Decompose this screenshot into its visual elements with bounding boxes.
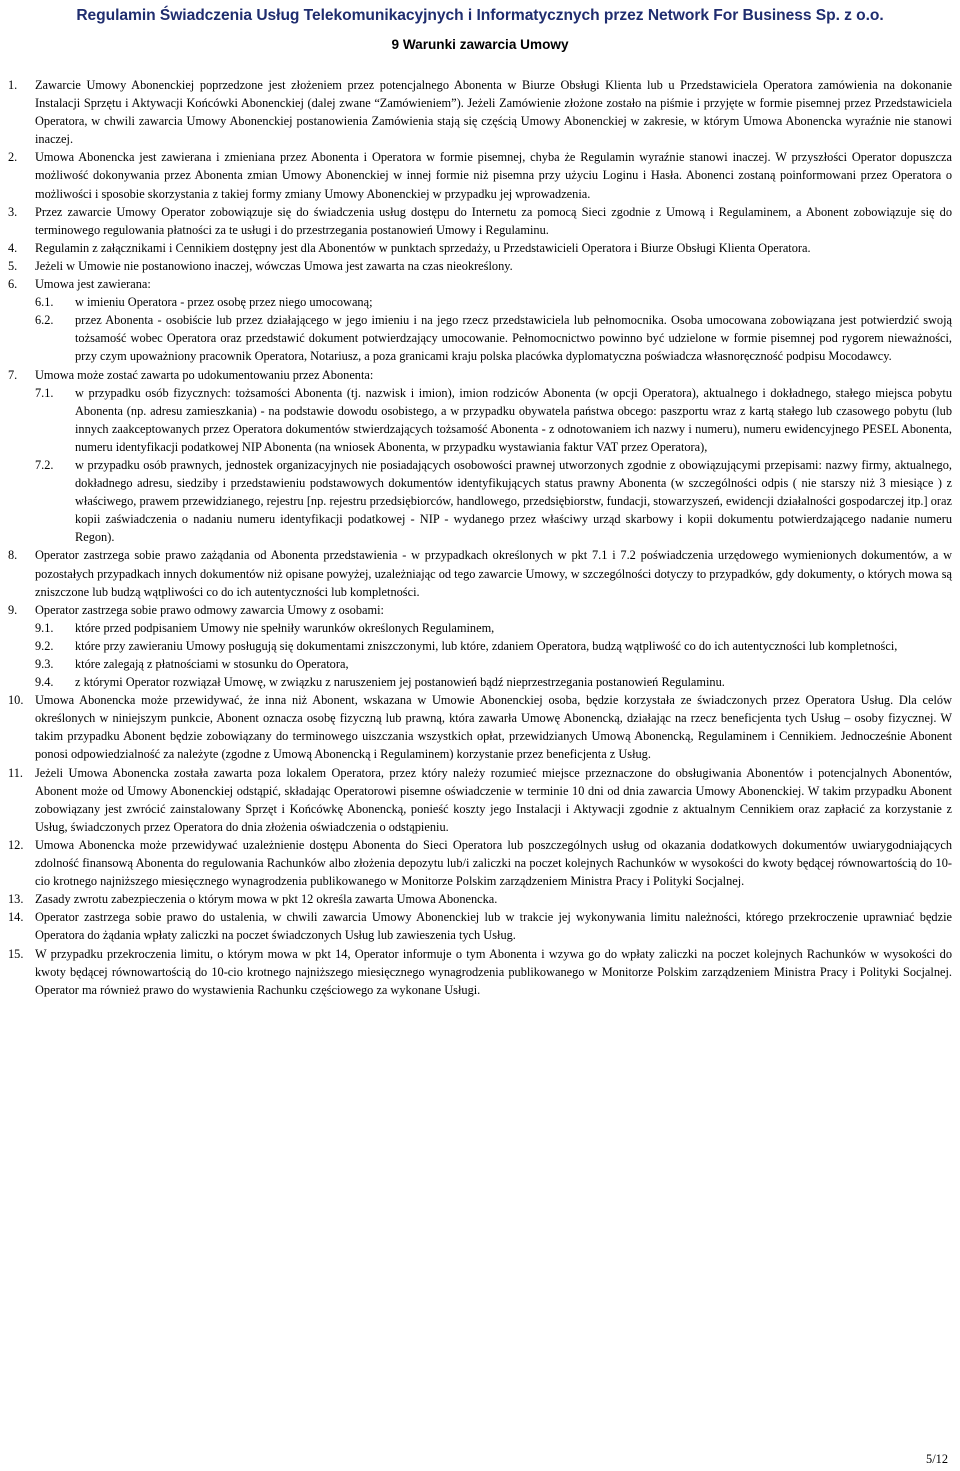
list-item [8,257,952,275]
item-number: 14. [8,910,24,925]
list-item [8,945,952,999]
sub-item [35,456,952,546]
item-body [35,239,952,257]
item-body [35,366,952,547]
item-text: Jeżeli Umowa Abonencka została zawarta poza lokalem Operatora, przez który należy rozumieć miejsce przeznaczone do obsługiwania Abonentów i potencjalnych Abonentów, Abonent może od Umowy Abonenckiej odstąpić, składając Operatorowi pisemne oświadczenie w terminie 10 dni od dnia zawarcia Umowy Abonenckiej. W takim przypadku Abonent zobowiązany jest zwrócić zainstalowany Sprzęt i Końcówkę Abonencką, ponieść koszty jego Instalacji i Aktywacji zgodnie z aktualnym Cennikiem oraz zapłacić za korzystanie z Usług, świadczonych przez Operatora do dnia złożenia oświadczenia o odstąpieniu. [35,765,952,834]
sub-item [35,293,952,311]
list-item [8,76,952,148]
sub-item [35,655,952,673]
item-text: Umowa jest zawierana: [35,277,151,292]
sub-item-number: 6.2. [35,313,54,328]
item-number: 9. [8,602,18,617]
sub-item-text: które zalegają z płatnościami w stosunku do Operatora, [75,657,349,671]
sub-item-number: 9.4. [35,675,54,690]
item-text: Umowa Abonencka może przewidywać uzależnienie dostępu Abonenta do Sieci Operatora lub poszczególnych usług od okazania dodatkowych dokumentów uwiarygodniających zdolność finansową Abonenta do regulowania Rachunków albo złożenia depozytu lub/i zaliczki na poczet kolejnych Rachunków w wysokości do kwoty będącej równowartością do 10-cio krotnego najniższego miesięcznego wynagrodzenia publikowanego w Monitorze Polskim zarządzeniem Ministra Pracy i Polityki Socjalnej. [35,837,952,889]
item-text: Regulamin z załącznikami i Cennikiem dostępny jest dla Abonentów w punktach sprzedaży, u Przedstawicieli Operatora i Biurze Obsługi Klienta Operatora. [35,240,811,255]
item-body [35,257,952,275]
sub-item [35,619,952,637]
list-item [8,601,952,691]
list-item [8,203,952,239]
sub-item-number: 9.3. [35,657,54,671]
item-number: 5. [8,258,18,273]
list-item [8,239,952,257]
item-number: 13. [8,892,24,907]
list-item [8,764,952,836]
section-content [8,76,952,999]
item-text: Umowa może zostać zawarta po udokumentowaniu przez Abonenta: [35,367,374,382]
item-text: Umowa Abonencka jest zawierana i zmieniana przez Abonenta i Operatora w formie pisemnej, chyba że Regulamin wyraźnie stanowi inaczej. W przyszłości Operator dopuszcza możliwość dokonywania przez Abonenta zmian Umowy Abonenckiej w innej formie niż pisemna przy użyciu Loginu i Hasła. Abonenci zostaną poinformowani przez Operatora o możliwości i sposobie skorzystania z takiej formy zmiany Umowy Abonenckiej w przypadku jej wprowadzenia. [35,150,952,201]
document-title: Regulamin Świadczenia Usług Telekomunikacyjnych i Informatycznych przez Network For Business Sp. z o.o. [76,7,884,24]
item-body [35,945,952,999]
item-number: 1. [8,78,18,92]
list-item [8,691,952,763]
item-number: 15. [8,946,24,961]
item-number: 12. [8,837,24,852]
list-item [8,890,952,908]
list-item [8,836,952,890]
item-text: Zawarcie Umowy Abonenckiej poprzedzone jest złożeniem przez potencjalnego Abonenta w Biurze Obsługi Klienta lub u Przedstawiciela Operatora zamówienia na dokonanie Instalacji Sprzętu i Aktywacji Końcówki Abonenckiej (dalej zwane “Zamówieniem”). Jeżeli Zamówienie złożone zostało na piśmie i przyjęte w formie pisemnej przez Przedstawiciela Operatora, w chwili zawarcia Umowy Abonenckiej postanowienia Zamówienia stają się częścią Umowy Abonenckiej w zakresie, w którym Umowa Abonencka wyraźnie nie stanowi inaczej. [35,78,952,147]
list-item [8,546,952,600]
sub-item-number: 9.2. [35,638,54,653]
sub-item-text: w imieniu Operatora - przez osobę przez niego umocowaną; [75,295,373,310]
item-text: Umowa Abonencka może przewidywać, że inna niż Abonent, wskazana w Umowie Abonenckiej osoba, będzie korzystała ze świadczonych przez Operatora Usług. Dla celów określonych w niniejszym punkcie, Abonent oznacza osobę fizyczną lub prawną, która zawarła Umowę Abonencką, działając na rzecz beneficjenta tych Usług – osoby fizycznej. W takim przypadku Abonent będzie zobowiązany do terminowego uiszczania wszystkich opłat, przewidzianych Umową Abonencką, Regulaminem i Cennikiem. Jednocześnie Abonent ponosi odpowiedzialność za należyte (zgodne z Umową Abonencką i Regulaminem) korzystanie przez beneficjenta z Usług. [35,693,952,762]
item-number: 8. [8,548,18,563]
item-body [35,601,952,691]
sub-item [35,311,952,365]
item-number: 4. [8,240,18,255]
sub-item-number: 7.1. [35,385,54,400]
sub-item [35,384,952,456]
item-number: 2. [8,150,18,165]
list-item [8,908,952,944]
list-item [8,275,952,365]
item-body [35,890,952,908]
item-body [35,764,952,836]
sub-item-number: 9.1. [35,620,54,635]
item-text: Operator zastrzega sobie prawo do ustalenia, w chwili zawarcia Umowy Abonenckiej lub w trakcie jej wykonywania limitu należności, którego przekroczenie uprawniać będzie Operatora do żądania wpłaty zaliczki na poczet świadczonych Usług lub zawieszenia tych Usług. [35,910,952,943]
item-body [35,908,952,944]
sub-item [35,673,952,691]
item-body [35,203,952,239]
item-body [35,546,952,600]
sub-item-text: w przypadku osób prawnych, jednostek organizacyjnych nie posiadających osobowości prawnej utworzonych zgodnie z obowiązującymi przepisami: nazwy firmy, aktualnego, dokładnego adresu, siedziby i przedstawieniu podstawowych dokumentów identyfikujących status prawny Abonenta (w szczególności odpis ( nie starszy niż 3 miesiące ) z właściwego, prawem przewidzianego, rejestru [np. rejestru przedsiębiorców, handlowego, przedsiębiorstw, fundacji, stowarzyszeń, ewidencji działalności gospodarczej itp.] oraz kopii zaświadczenia o nadaniu numeru identyfikacji podatkowej - NIP - wydanego przez właściwy urząd skarbowy i kopii dokumentu potwierdzającego nadanie numeru Regon). [75,457,952,545]
item-text: W przypadku przekroczenia limitu, o którym mowa w pkt 14, Operator informuje o tym Abonenta i wzywa go do wpłaty zaliczki na poczet kolejnych Rachunków w wysokości do kwoty będącej równowartością do 10-cio krotnego najniższego miesięcznego wynagrodzenia publikowanego w Monitorze Polskim zarządzeniem Ministra Pracy i Polityki Socjalnej. Operator ma również prawo do wystawienia Rachunku częściowego za wykonane Usługi. [35,946,952,997]
sub-item-text: z którymi Operator rozwiązał Umowę, w związku z naruszeniem jej postanowień bądź nieprzestrzegania postanowień Regulaminu. [75,675,725,690]
list-item [8,148,952,202]
item-text: Zasady zwrotu zabezpieczenia o którym mowa w pkt 12 określa zawarta Umowa Abonencka. [35,892,498,907]
sub-item-text: w przypadku osób fizycznych: tożsamości Abonenta (tj. nazwisk i imion), imion rodziców Abonenta (w opcji Operatora), aktualnego i dokładnego, stałego miejsca pobytu Abonenta (np. adresu zamieszkania) - na podstawie dowodu osobistego, a w przypadku obywatela państwa obcego: paszportu wraz z kartą stałego lub czasowego pobytu (lub innych zaakceptowanych przez Operatora dokumentów stwierdzających tożsamość Abonenta - z odnotowaniem ich nazwy i numeru), numeru ewidencyjnego PESEL Abonenta, numeru identyfikacji podatkowej NIP Abonenta (na wniosek Abonenta, w przypadku wystawiania faktur VAT przez Operatora), [75,385,952,454]
item-number: 3. [8,204,18,219]
sub-item-number: 6.1. [35,295,54,310]
item-number: 6. [8,277,18,292]
item-text: Jeżeli w Umowie nie postanowiono inaczej, wówczas Umowa jest zawarta na czas nieokreślony. [35,258,513,273]
sub-item-text: które przy zawieraniu Umowy posługują się dokumentami zniszczonymi, lub które, zdaniem Operatora, budzą wątpliwość co do ich autentyczności lub kompletności, [75,638,898,653]
section-title: 9 Warunki zawarcia Umowy [391,37,569,52]
sub-item [35,637,952,655]
item-body [35,148,952,202]
item-number: 10. [8,693,24,708]
sub-item-text: które przed podpisaniem Umowy nie spełniły warunków określonych Regulaminem, [75,620,495,635]
item-number: 11. [8,765,23,780]
item-body [35,691,952,763]
item-number: 7. [8,367,18,382]
item-body [35,836,952,890]
item-text: Operator zastrzega sobie prawo odmowy zawarcia Umowy z osobami: [35,602,384,617]
item-body [35,275,952,365]
sub-item-text: przez Abonenta - osobiście lub przez działającego w jego imieniu i na jego rzecz przedstawiciela lub pełnomocnika. Osoba umocowana zobowiązana jest potwierdzić swoją tożsamość wobec Operatora oraz przedstawić dokument potwierdzający umocowanie. Pełnomocnictwo powinno być udzielone w formie pisemnej pod rygorem nieważności, przy czym upoważniony pracownik Operatora, Notariusz, a poza granicami kraju polska placówka dyplomatyczna poświadcza własnoręczność podpisu Mocodawcy. [75,313,952,364]
item-text: Przez zawarcie Umowy Operator zobowiązuje się do świadczenia usług dostępu do Internetu za pomocą Sieci zgodnie z Umową i Regulaminem, a Abonent zobowiązuje się do terminowego regulowania płatności za te usługi i do przestrzegania postanowień Umowy i Regulaminu. [35,204,952,237]
page-number: 5/12 [926,1452,948,1466]
item-text: Operator zastrzega sobie prawo zażądania od Abonenta przedstawienia - w przypadkach określonych w pkt 7.1 i 7.2 poświadczenia urzędowego wymienionych dokumentów, a w pozostałych przypadkach innych dokumentów niż opisane powyżej, uzależniając od tego zawarcie Umowy, w szczególności dotyczy to przypadków, gdy dokumenty, o których mowa są zniszczone lub budzą wątpliwości co do ich autentyczności lub kompletności. [35,548,952,599]
sub-item-number: 7.2. [35,457,54,472]
item-body [35,76,952,148]
list-item [8,366,952,547]
